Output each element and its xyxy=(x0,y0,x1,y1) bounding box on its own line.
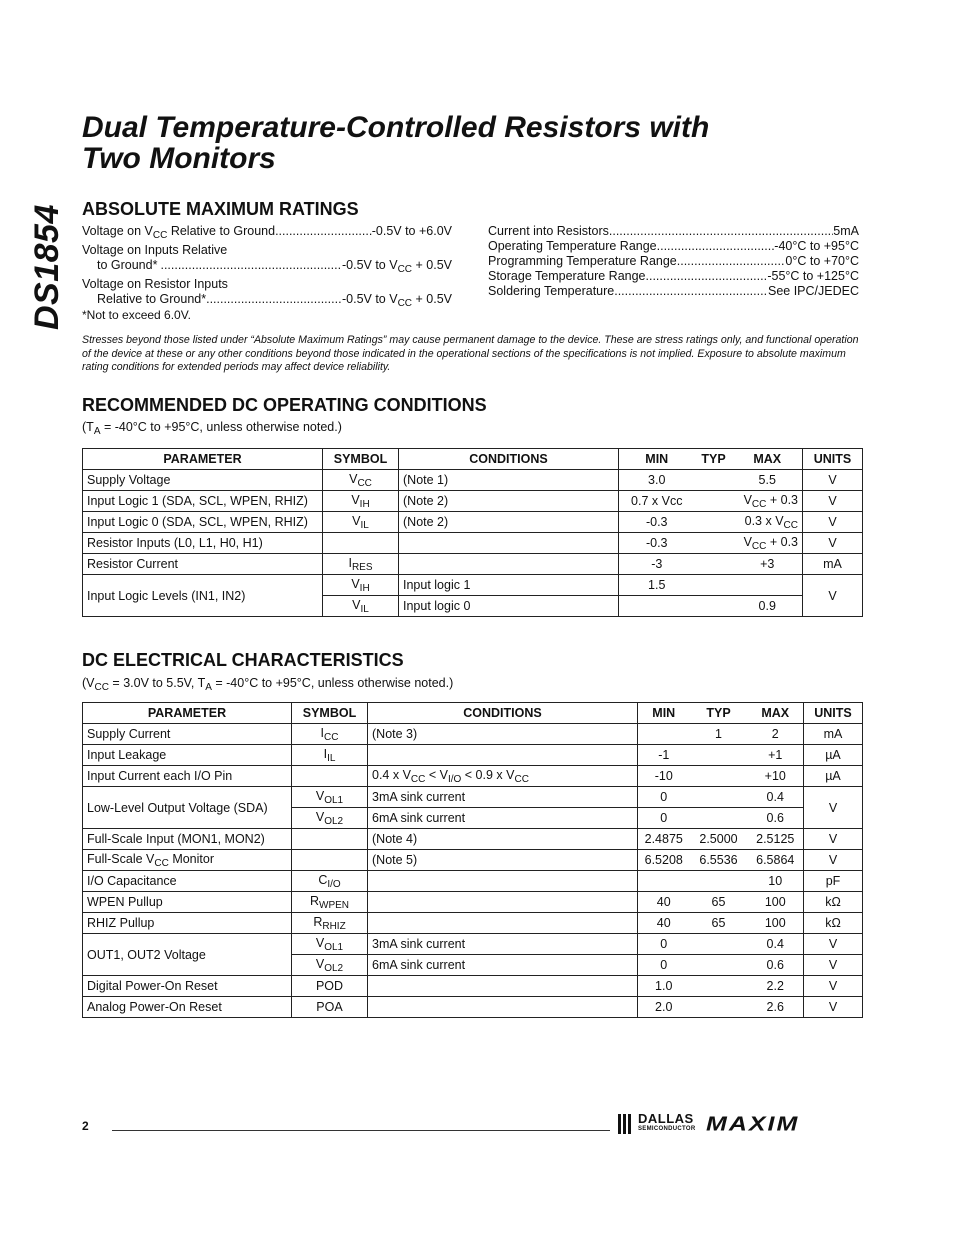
col-header-units: UNITS xyxy=(803,449,863,470)
col-header-conditions: CONDITIONS xyxy=(399,449,619,470)
dallas-logo: DALLAS SEMICONDUCTOR xyxy=(618,1114,695,1134)
part-number-side-label: DS1854 xyxy=(28,204,66,330)
table-row: WPEN Pullup $R_{WPEN}$ 40 65 100 kΩ xyxy=(83,892,863,913)
table-row: $V_{OL2}$ 6mA sink current 0 0.6 xyxy=(83,808,863,829)
amr-left-column xyxy=(82,224,452,311)
table-row: RHIZ Pullup $R_{RHIZ}$ 40 65 100 kΩ xyxy=(83,913,863,934)
col-header-max: MAX xyxy=(748,703,804,724)
amr-footnote: *Not to exceed 6.0V. xyxy=(82,308,191,322)
table-row: Digital Power-On Reset POD 1.0 2.2 V xyxy=(83,976,863,997)
dce-conditions-note: ($V_{CC} = 3.0V$ to 5.5V, $T_A = -40^\circ C$ to +95°C, unless otherwise noted.) xyxy=(82,676,454,693)
stress-disclaimer: Stresses beyond those listed under “Absolute Maximum Ratings” may cause permanent damage to the device. These are stress ratings only, and functional operation of the device at these or any other conditions beyond those indicated in the operational sections of the specifications is not implied. Exposure to absolute maximum rating conditions for extended periods may affect device reliability. xyxy=(82,334,859,373)
col-header-parameter: PARAMETER xyxy=(83,703,292,724)
dce-table xyxy=(82,702,863,1018)
table-row: Full-Scale Input (MON1, MON2) (Note 4) 2.4875 2.5000 2.5125 V xyxy=(83,829,863,850)
maxim-logo: MAXIM xyxy=(706,1112,800,1136)
table-row: Low-Level Output Voltage (SDA) $V_{OL1}$ 3mA sink current 0 0.4 V xyxy=(83,787,863,808)
table-header-row xyxy=(83,449,863,470)
col-header-symbol: SYMBOL xyxy=(323,449,399,470)
amr-left-row: Voltage on $V_{CC}$ Relative to Ground ..... -0.5V to +6.0V xyxy=(82,224,452,243)
rdc-conditions-note: ($T_A = -40^\circ C$ to +95°C, unless otherwise noted.) xyxy=(82,420,342,437)
table-header-row xyxy=(83,703,863,724)
table-row: I/O Capacitance $C_{I/O}$ 10 pF xyxy=(83,871,863,892)
amr-right-row: Operating Temperature Range ..... -40°C to +95°C xyxy=(488,239,859,254)
title-line-2: Two Monitors xyxy=(82,142,276,175)
amr-left-row: to Ground* ..... -0.5V to $V_{CC} + 0.5V$ xyxy=(82,258,452,277)
dce-heading: DC ELECTRICAL CHARACTERISTICS xyxy=(82,650,404,670)
table-row: Full-Scale $V_{CC}$ Monitor (Note 5) 6.5208 6.5536 6.5864 V xyxy=(83,850,863,871)
amr-left-row: Voltage on Resistor Inputs xyxy=(82,277,228,291)
col-header-typ: TYP xyxy=(690,703,748,724)
table-row: $V_{IL}$ Input logic 0 0.9 xyxy=(83,596,863,617)
amr-left-row: Relative to Ground* ..... -0.5V to $V_{CC} + 0.5V$ xyxy=(82,292,452,311)
amr-heading: ABSOLUTE MAXIMUM RATINGS xyxy=(82,199,359,219)
col-header-symbol: SYMBOL xyxy=(292,703,368,724)
table-row: Supply Voltage $V_{CC}$ (Note 1) 3.0 5.5 V xyxy=(83,470,863,491)
col-header-min: MIN xyxy=(638,703,690,724)
title-line-1: Dual Temperature-Controlled Resistors with xyxy=(82,111,710,144)
table-row: Input Logic Levels (IN1, IN2) $V_{IH}$ Input logic 1 1.5 V xyxy=(83,575,863,596)
page-number: 2 xyxy=(82,1119,89,1133)
table-row: Analog Power-On Reset POA 2.0 2.6 V xyxy=(83,997,863,1018)
amr-right-row: Current into Resistors ..... 5mA xyxy=(488,224,859,239)
amr-left-row: Voltage on Inputs Relative xyxy=(82,243,228,257)
table-row: Input Current each I/O Pin 0.4 x $V_{CC} < V_{I/O} < 0.9$ x $V_{CC}$ -10 +10 µA xyxy=(83,766,863,787)
rdc-table xyxy=(82,448,863,617)
table-row: Input Logic 0 (SDA, SCL, WPEN, RHIZ) $V_{IL}$ (Note 2) -0.3 0.3 x $V_{CC}$ V xyxy=(83,512,863,533)
amr-right-row: Storage Temperature Range ..... -55°C to +125°C xyxy=(488,269,859,284)
dallas-logo-icon xyxy=(618,1114,634,1134)
amr-right-row: Soldering Temperature ..... See IPC/JEDEC xyxy=(488,284,859,299)
amr-right-column xyxy=(488,224,859,299)
rdc-heading: RECOMMENDED DC OPERATING CONDITIONS xyxy=(82,395,487,415)
col-header-max: MAX xyxy=(733,449,803,470)
col-header-min: MIN xyxy=(619,449,695,470)
col-header-units: UNITS xyxy=(804,703,863,724)
amr-right-row: Programming Temperature Range ..... 0°C to +70°C xyxy=(488,254,859,269)
col-header-parameter: PARAMETER xyxy=(83,449,323,470)
table-row: Resistor Current $I_{RES}$ -3 +3 mA xyxy=(83,554,863,575)
col-header-conditions: CONDITIONS xyxy=(368,703,638,724)
table-row: Resistor Inputs (L0, L1, H0, H1) -0.3 $V_{CC} + 0.3$ V xyxy=(83,533,863,554)
table-row: $V_{OL2}$ 6mA sink current 0 0.6 V xyxy=(83,955,863,976)
page-title xyxy=(82,112,872,174)
table-row: Input Logic 1 (SDA, SCL, WPEN, RHIZ) $V_{IH}$ (Note 2) 0.7 x Vcc $V_{CC} + 0.3$ V xyxy=(83,491,863,512)
footer-rule xyxy=(112,1130,610,1131)
table-row: Supply Current $I_{CC}$ (Note 3) 1 2 mA xyxy=(83,724,863,745)
table-row: OUT1, OUT2 Voltage $V_{OL1}$ 3mA sink current 0 0.4 V xyxy=(83,934,863,955)
table-row: Input Leakage $I_{IL}$ -1 +1 µA xyxy=(83,745,863,766)
col-header-typ: TYP xyxy=(695,449,733,470)
